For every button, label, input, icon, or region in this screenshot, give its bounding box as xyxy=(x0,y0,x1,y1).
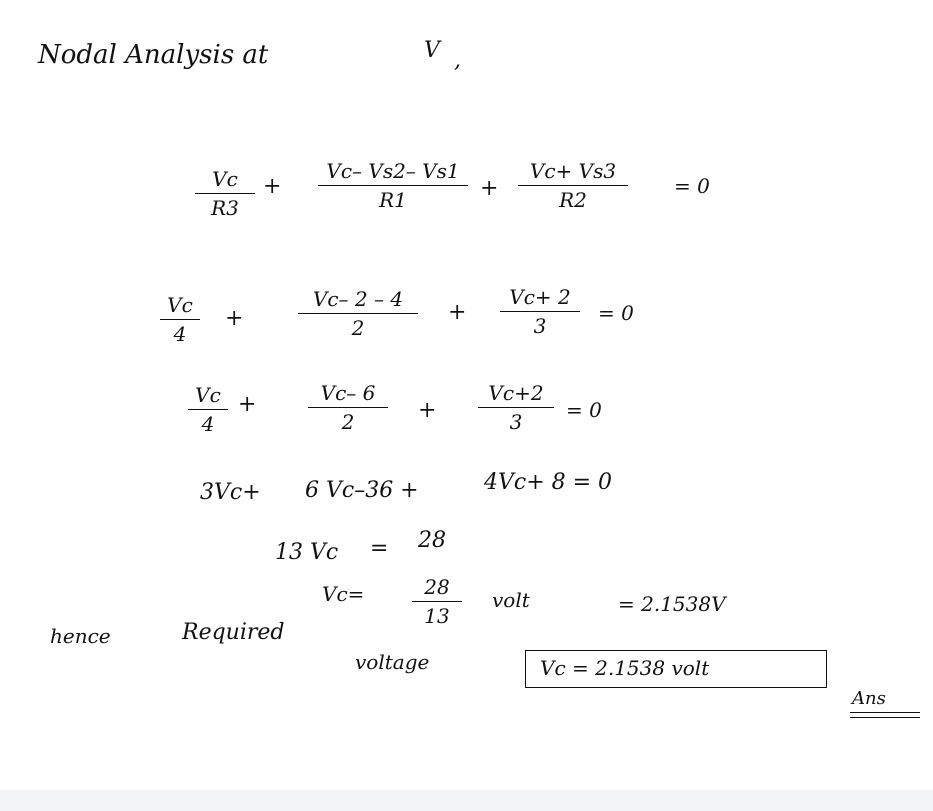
eq1-term2 xyxy=(318,160,468,211)
eq6-bar xyxy=(412,601,462,602)
eq6-frac xyxy=(412,576,462,627)
eq2-term3-num: Vc+ 2 xyxy=(509,285,571,309)
eq5-rhs: 28 xyxy=(418,528,446,553)
eq2-term3-den: 3 xyxy=(533,314,547,338)
eq3-term3 xyxy=(478,382,554,433)
eq2-term1-den: 4 xyxy=(173,322,187,346)
eq2-term1-bar xyxy=(160,319,200,320)
eq1-term1-bar xyxy=(195,193,255,194)
eq5-eq: = xyxy=(370,536,389,561)
ans-underline-2 xyxy=(850,717,920,718)
eq1-term3-bar xyxy=(518,185,628,186)
eq2-term2-den: 2 xyxy=(351,316,365,340)
eq3-term3-num: Vc+2 xyxy=(488,381,544,405)
eq3-term1 xyxy=(188,384,228,435)
eq2-term2 xyxy=(298,288,418,339)
eq6-lhs: Vc= xyxy=(322,582,365,606)
ans-label: Ans xyxy=(852,688,886,709)
eq4-c: 4Vc+ 8 = 0 xyxy=(484,470,613,495)
eq6-result: = 2.1538V xyxy=(618,592,726,616)
eq6-den: 13 xyxy=(424,604,450,628)
eq3-plus1: + xyxy=(238,392,257,417)
eq3-term1-den: 4 xyxy=(201,412,215,436)
eq3-term2-den: 2 xyxy=(341,410,355,434)
bottom-strip xyxy=(0,790,933,811)
eq3-term3-bar xyxy=(478,407,554,408)
eq1-term2-num: Vc– Vs2– Vs1 xyxy=(326,159,460,183)
eq1-plus2: + xyxy=(480,176,499,201)
ans-underline-1 xyxy=(850,712,920,713)
eq6-num: 28 xyxy=(424,575,450,599)
eq3-term2-bar xyxy=(308,407,388,408)
eq1-term3 xyxy=(518,160,628,211)
conclusion-voltage: voltage xyxy=(355,650,430,674)
eq1-term1-num: Vc xyxy=(212,167,238,191)
eq2-term2-num: Vc– 2 – 4 xyxy=(312,287,404,311)
eq1-term1 xyxy=(195,168,255,219)
eq3-term2 xyxy=(308,382,388,433)
eq1-term2-bar xyxy=(318,185,468,186)
eq3-term3-den: 3 xyxy=(509,410,523,434)
eq2-term1 xyxy=(160,294,200,345)
eq5-lhs: 13 Vc xyxy=(275,540,339,565)
eq1-plus1: + xyxy=(263,174,282,199)
eq3-term2-num: Vc– 6 xyxy=(320,381,376,405)
eq4-a: 3Vc+ xyxy=(200,480,261,505)
eq4-b: 6 Vc–36 + xyxy=(305,478,419,503)
eq2-rhs: = 0 xyxy=(598,301,634,325)
conclusion-hence: hence xyxy=(50,624,111,648)
eq1-rhs: = 0 xyxy=(674,174,710,198)
eq1-term2-den: R1 xyxy=(379,188,407,212)
eq1-term3-den: R2 xyxy=(559,188,587,212)
eq2-term3-bar xyxy=(500,311,580,312)
heading-text: Nodal Analysis at xyxy=(38,40,269,70)
eq2-term2-bar xyxy=(298,313,418,314)
eq1-term3-num: Vc+ Vs3 xyxy=(529,159,617,183)
answer-text: Vc = 2.1538 volt xyxy=(540,656,710,680)
eq1-term1-den: R3 xyxy=(211,196,239,220)
eq2-plus2: + xyxy=(448,300,467,325)
eq3-term1-bar xyxy=(188,409,228,410)
eq3-rhs: = 0 xyxy=(566,398,602,422)
eq2-term3 xyxy=(500,286,580,337)
eq6-unit: volt xyxy=(492,588,530,612)
eq3-term1-num: Vc xyxy=(195,383,221,407)
conclusion-required: Required xyxy=(182,620,285,645)
eq2-plus1: + xyxy=(225,306,244,331)
heading-node: V xyxy=(424,38,440,63)
eq3-plus2: + xyxy=(418,398,437,423)
eq2-term1-num: Vc xyxy=(167,293,193,317)
heading-comma: , xyxy=(454,48,461,73)
